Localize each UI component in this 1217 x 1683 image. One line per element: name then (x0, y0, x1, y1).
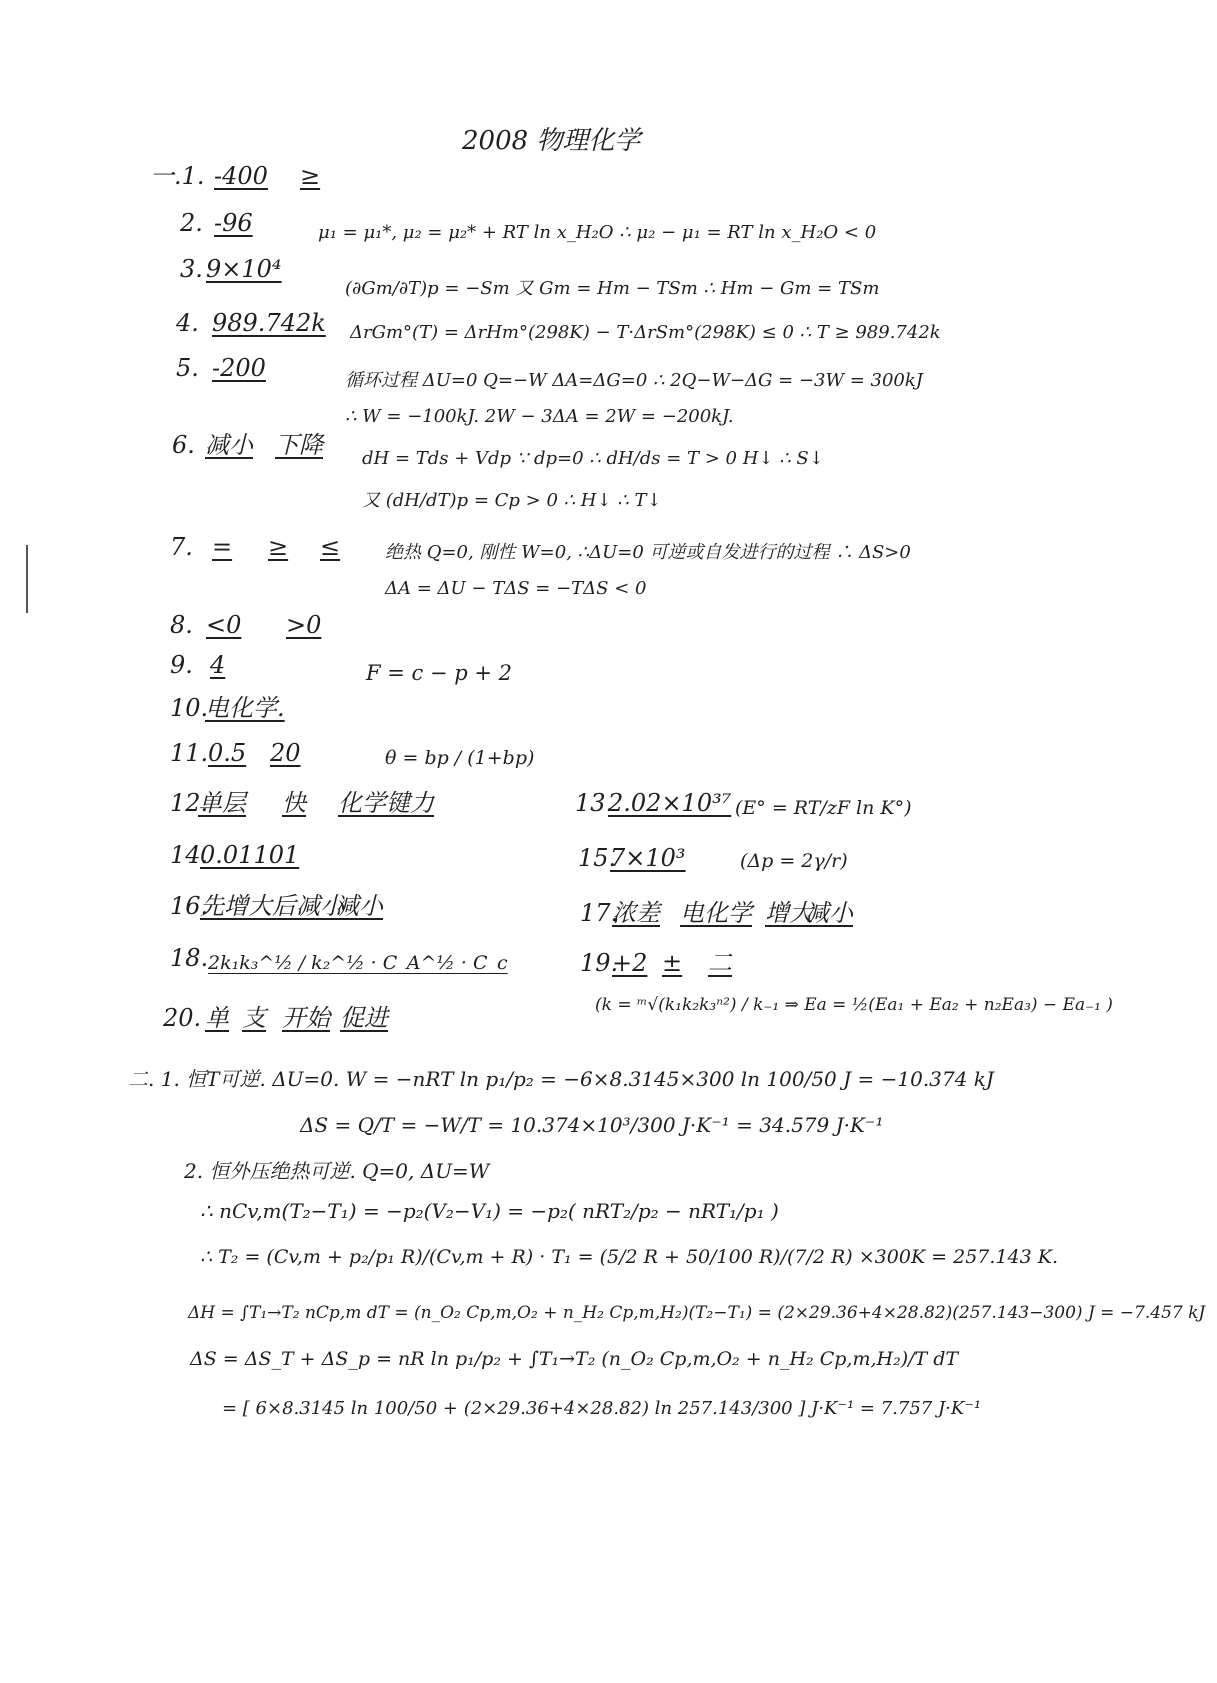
q20-answer-a: 单 (205, 1004, 229, 1032)
q12-answer-a: 单层 (198, 789, 246, 817)
q16-answer-b: 减小 (335, 892, 383, 920)
q11-work: θ = bp / (1+bp) (385, 747, 535, 769)
q3-number: 3. (180, 255, 203, 283)
q7-answer-c: ≤ (320, 533, 341, 561)
p2-line-5: ∴ T₂ = (Cv,m + p₂/p₁ R)/(Cv,m + R) · T₁ = (5/2 R + 50/100 R)/(7/2 R) ×300K = 257.143 K. (200, 1246, 1058, 1268)
q15-number: 15. (578, 844, 617, 872)
q17-number: 17. (580, 899, 619, 927)
q4-work: ΔrGm°(T) = ΔrHm°(298K) − T·ΔrSm°(298K) ≤ 0 ∴ T ≥ 989.742k (350, 322, 941, 343)
q16-number: 16. (170, 892, 209, 920)
q13-answer: 2.02×10³⁷ (608, 789, 732, 817)
q19-number: 19. (580, 949, 619, 977)
q12-answer-b: 快 (282, 789, 306, 817)
q8-answer-a: <0 (206, 611, 242, 639)
q11-answer-a: 0.5 (208, 739, 247, 767)
q9-number: 9. (170, 651, 193, 679)
q2-work: μ₁ = μ₁*, μ₂ = μ₂* + RT ln x_H₂O ∴ μ₂ − μ₁ = RT ln x_H₂O < 0 (318, 222, 877, 243)
q7-answer-a: = (212, 533, 233, 561)
q1-answer-b: ≥ (300, 162, 321, 190)
q6-answer-b: 下降 (275, 431, 323, 459)
q15-work: (Δp = 2γ/r) (740, 850, 848, 872)
p2-line-6: ΔH = ∫T₁→T₂ nCp,m dT = (n_O₂ Cp,m,O₂ + n_H₂ Cp,m,H₂)(T₂−T₁) = (2×29.36+4×28.82)(257.143−300) J = −7.457 kJ (188, 1303, 1206, 1323)
p2-line-3: 2. 恒外压绝热可逆. Q=0, ΔU=W (184, 1159, 490, 1183)
q3-work: (∂Gm/∂T)p = −Sm 又 Gm = Hm − TSm ∴ Hm − Gm = TSm (345, 278, 880, 299)
q17-answer-a: 浓差 (612, 899, 660, 927)
q5-number: 5. (176, 354, 199, 382)
q12-number: 12. (170, 789, 209, 817)
q9-answer: 4 (210, 651, 226, 679)
q18-number: 18. (170, 944, 209, 972)
q5-work-line1: 循环过程 ΔU=0 Q=−W ΔA=ΔG=0 ∴ 2Q−W−ΔG = −3W = 300kJ (345, 370, 923, 391)
q6-work-line1: dH = Tds + Vdp ∵ dp=0 ∴ dH/ds = T > 0 H↓ ∴ S↓ (362, 448, 824, 469)
page-title: 2008 物理化学 (462, 126, 641, 156)
q11-answer-b: 20 (270, 739, 301, 767)
q13-number: 13. (575, 789, 614, 817)
q16-answer-a: 先增大后减小 (200, 892, 344, 920)
q4-number: 4. (176, 309, 199, 337)
p2-line-4: ∴ nCv,m(T₂−T₁) = −p₂(V₂−V₁) = −p₂( nRT₂/p₂ − nRT₁/p₁ ) (200, 1199, 779, 1223)
q14-number: 14. (170, 841, 209, 869)
q9-work: F = c − p + 2 (366, 661, 512, 685)
p2-line-7: ΔS = ΔS_T + ΔS_p = nR ln p₁/p₂ + ∫T₁→T₂ (n_O₂ Cp,m,O₂ + n_H₂ Cp,m,H₂)/T dT (190, 1348, 959, 1370)
q12-answer-c: 化学键力 (338, 789, 434, 817)
p2-line-8: = [ 6×8.3145 ln 100/50 + (2×29.36+4×28.82) ln 257.143/300 ] J·K⁻¹ = 7.757 J·K⁻¹ (222, 1398, 982, 1419)
q7-work-line2: ΔA = ΔU − TΔS = −TΔS < 0 (385, 578, 647, 599)
q17-answer-c: 增大 (765, 899, 813, 927)
q1-number: 一.1. (150, 162, 205, 190)
margin-mark (26, 545, 28, 613)
q5-work-line2: ∴ W = −100kJ. 2W − 3ΔA = 2W = −200kJ. (345, 406, 734, 427)
q4-answer: 989.742k (212, 309, 326, 337)
q20-answer-b: 支 (242, 1004, 266, 1032)
q6-work-line2: 又 (dH/dT)p = Cp > 0 ∴ H↓ ∴ T↓ (362, 490, 662, 511)
q7-number: 7. (170, 533, 193, 561)
q19-answer-a: +2 (612, 949, 648, 977)
q7-answer-b: ≥ (268, 533, 289, 561)
q10-answer: 电化学. (205, 694, 285, 722)
q8-answer-b: >0 (286, 611, 322, 639)
q2-answer: -96 (214, 209, 253, 237)
q13-work: (E° = RT/zF ln K°) (735, 797, 912, 819)
q7-work-line1: 绝热 Q=0, 刚性 W=0, ∴ΔU=0 可逆或自发进行的过程 ∴ ΔS>0 (385, 542, 911, 563)
q17-answer-d: 减小 (805, 899, 853, 927)
p2-line-2: ΔS = Q/T = −W/T = 10.374×10³/300 J·K⁻¹ = 34.579 J·K⁻¹ (300, 1113, 884, 1137)
q8-number: 8. (170, 611, 193, 639)
q5-answer: -200 (212, 354, 266, 382)
q19-answer-b: ± (662, 949, 683, 977)
q1-answer-a: -400 (214, 162, 268, 190)
q19-work: (k = ᵐ√(k₁k₂k₃ⁿ²) / k₋₁ ⇒ Ea = ½(Ea₁ + Ea₂ + n₂Ea₃) − Ea₋₁ ) (595, 995, 1113, 1015)
q18-answer: 2k₁k₃^½ / k₂^½ · C_A^½ · C_c (208, 952, 508, 974)
p2-line-1: 二. 1. 恒T可逆. ΔU=0. W = −nRT ln p₁/p₂ = −6×8.3145×300 ln 100/50 J = −10.374 kJ (128, 1067, 994, 1091)
q10-number: 10. (170, 694, 209, 722)
q19-answer-c: 二 (708, 949, 732, 977)
q20-answer-c: 开始 (282, 1004, 330, 1032)
q2-number: 2. (180, 209, 203, 237)
q20-number: 20. (163, 1004, 202, 1032)
q3-answer: 9×10⁴ (206, 255, 282, 283)
q6-answer-a: 减小 (205, 431, 253, 459)
q15-answer: 7×10³ (610, 844, 686, 872)
q20-answer-d: 促进 (340, 1004, 388, 1032)
q6-number: 6. (172, 431, 195, 459)
q17-answer-b: 电化学 (680, 899, 752, 927)
q11-number: 11. (170, 739, 209, 767)
q14-answer: 0.01101 (200, 841, 300, 869)
